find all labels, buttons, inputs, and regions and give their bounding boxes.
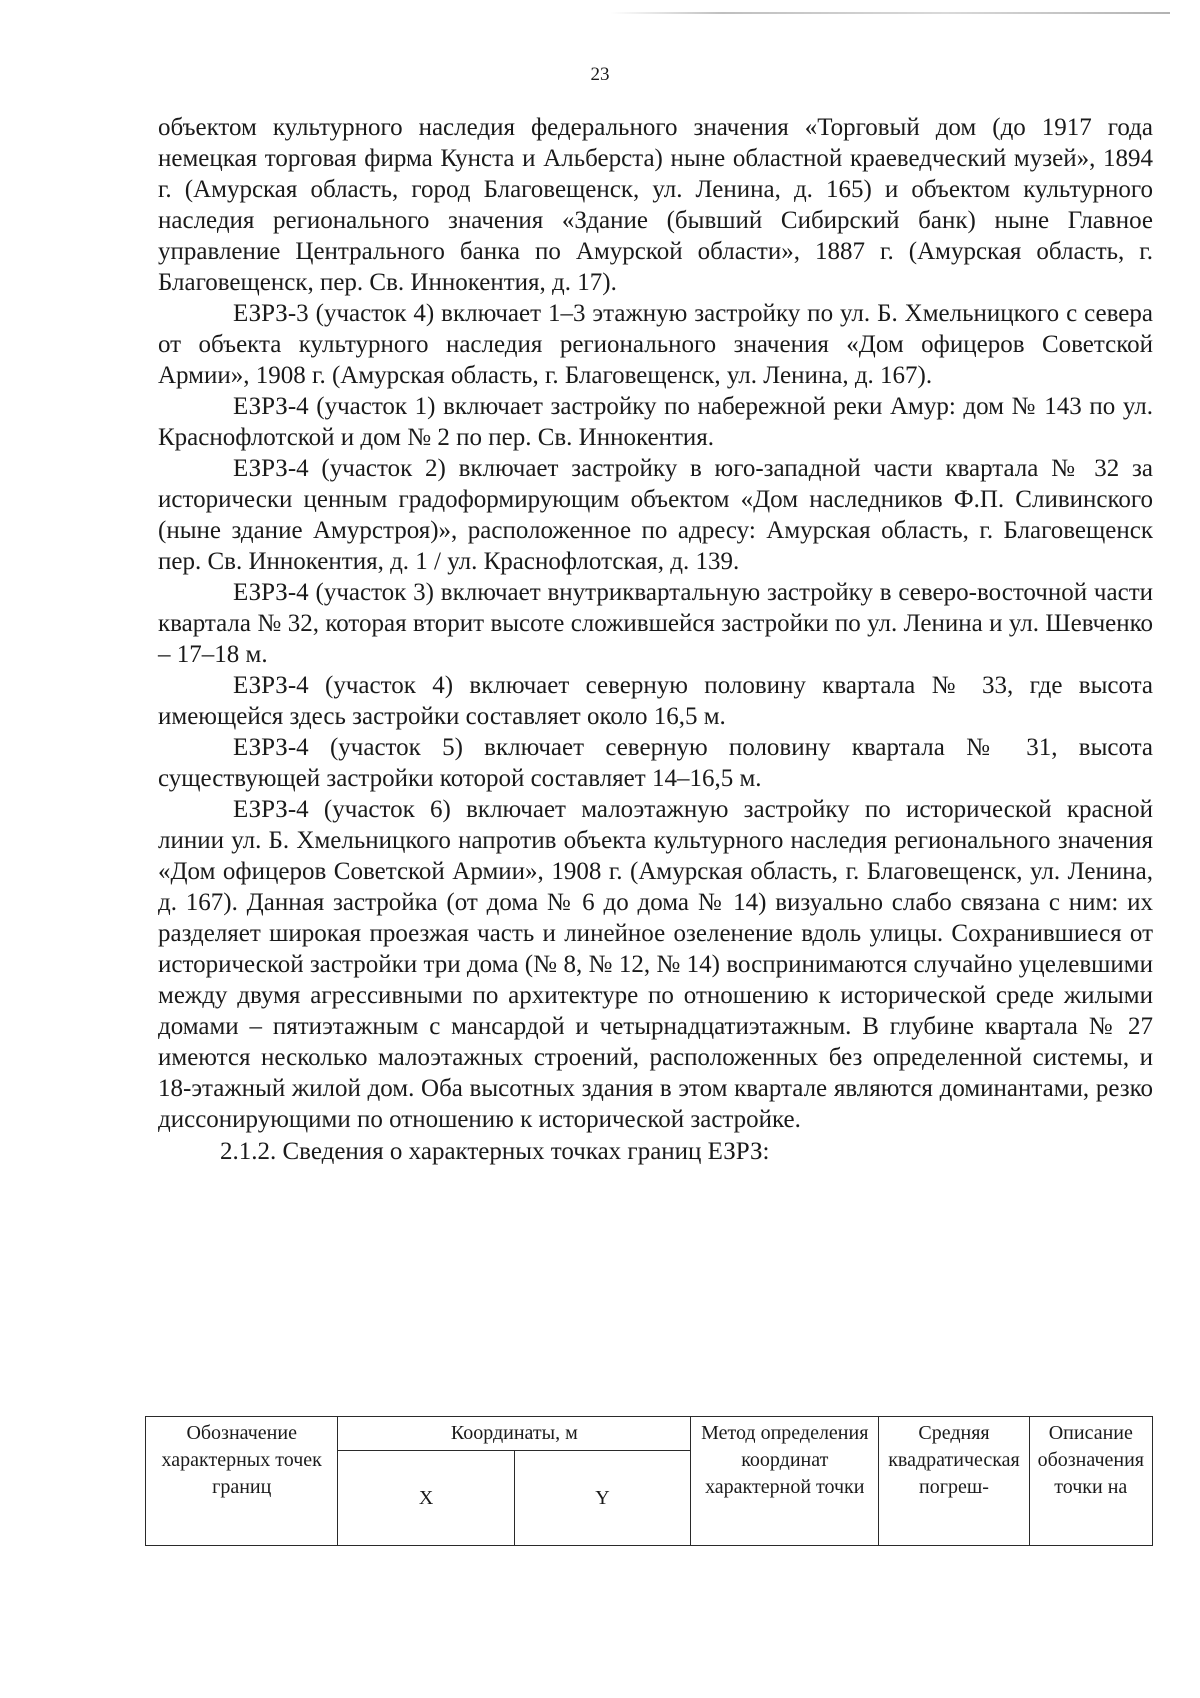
header-method: Метод определения координат характерной точки <box>691 1417 879 1546</box>
paragraph-ezrz4-4: ЕЗРЗ-4 (участок 4) включает северную половину квартала № 33, где высота имеющейся здесь застройки составляет около 16,5 м. <box>158 672 1153 730</box>
paragraph-ezrz4-6: ЕЗРЗ-4 (участок 6) включает малоэтажную застройку по исторической красной линии ул. Б. Хмельницкого напротив объекта культурного наследия регионального значения «Дом офицеров Советской Армии», 1908 г. (Амурская область, г. Благовещенск, ул. Ленина, д. 167). Данная застройка (от дома № 6 до дома № 14) визуально слабо связана с ним: их разделяет широкая проезжая часть и линейное озеленение вдоль улицы. Сохранившиеся от исторической застройки три дома (№ 8, № 12, № 14) воспринимаются случайно уцелевшими между двумя агрессивными по архитектуре по отношению к исторической среде жилыми домами – пятиэтажным с мансардой и четырнадцатиэтажным. В глубине квартала № 27 имеются несколько малоэтажных строений, расположенных без определенной системы, и 18-этажный жилой дом. Оба высотных здания в этом квартале являются доминантами, резко диссонирующими по отношению к исторической застройке. <box>158 796 1153 1133</box>
coordinates-table <box>145 1416 1153 1546</box>
page-number: 23 <box>590 64 610 85</box>
header-error: Средняя квадратическая погреш- <box>879 1417 1029 1546</box>
paragraph-1: объектом культурного наследия федерального значения «Торговый дом (до 1917 года немецкая торговая фирма Кунста и Альберста) ныне областной краеведческий музей», 1894 г. (Амурская область, город Благовещенск, ул. Ленина, д. 165) и объектом культурного наследия регионального значения «Здание (бывший Сибирский банк) ныне Главное управление Центрального банка по Амурской области», 1887 г. (Амурская область, г. Благовещенск, пер. Св. Иннокентия, д. 17). <box>158 114 1153 296</box>
paragraph-ezrz4-5: ЕЗРЗ-4 (участок 5) включает северную половину квартала № 31, высота существующей застройки которой составляет 14–16,5 м. <box>158 734 1153 792</box>
header-coordinates: Координаты, м <box>338 1417 691 1451</box>
table-header-row-1 <box>146 1417 1153 1451</box>
header-description: Описание обозначения точки на <box>1029 1417 1152 1546</box>
header-x: X <box>338 1451 514 1546</box>
paragraph-ezrz4-3: ЕЗРЗ-4 (участок 3) включает внутриквартальную застройку в северо-восточной части квартала № 32, которая вторит высоте сложившейся застройки по ул. Ленина и ул. Шевченко – 17–18 м. <box>158 579 1153 668</box>
scan-edge-mark <box>610 12 1170 14</box>
section-heading: 2.1.2. Сведения о характерных точках границ ЕЗРЗ: <box>220 1138 770 1165</box>
document-body <box>158 112 1153 1167</box>
header-designation: Обозначение характерных точек границ <box>146 1417 338 1546</box>
paragraph-ezrz4-2: ЕЗРЗ-4 (участок 2) включает застройку в юго-западной части квартала № 32 за исторически ценным градоформирующим объектом «Дом наследников Ф.П. Сливинского (ныне здание Амурстроя)», расположенное по адресу: Амурская область, г. Благовещенск пер. Св. Иннокентия, д. 1 / ул. Краснофлотская, д. 139. <box>158 455 1153 575</box>
paragraph-ezrz4-1: ЕЗРЗ-4 (участок 1) включает застройку по набережной реки Амур: дом № 143 по ул. Краснофлотской и дом № 2 по пер. Св. Иннокентия. <box>158 393 1153 451</box>
paragraph-ezrz3-4: ЕЗРЗ-3 (участок 4) включает 1–3 этажную застройку по ул. Б. Хмельницкого с севера от объекта культурного наследия регионального значения «Дом офицеров Советской Армии», 1908 г. (Амурская область, г. Благовещенск, ул. Ленина, д. 167). <box>158 300 1153 389</box>
header-y: Y <box>514 1451 690 1546</box>
